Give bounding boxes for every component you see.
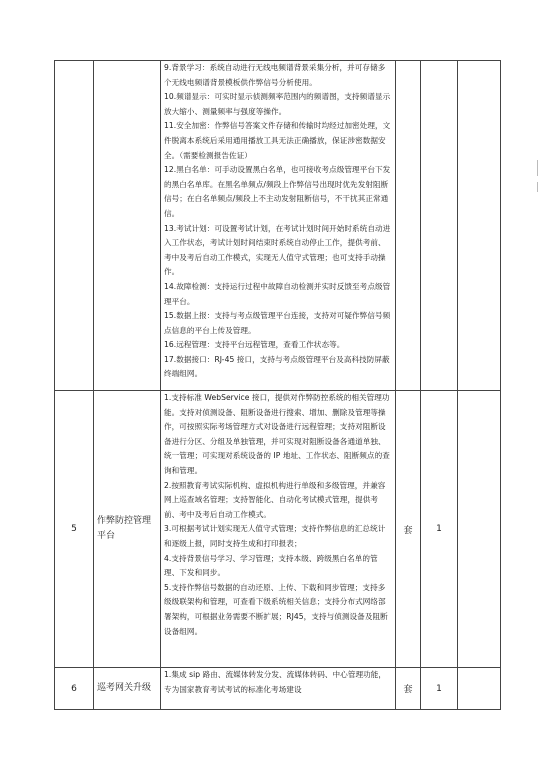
unit-cell: 套 [396,391,421,668]
spec-cell [161,391,396,668]
table-row [55,668,501,710]
remark-cell [458,668,501,710]
spec-line: 5.支持作弊信号数据的自动还原、上传、下载和同步管理；支持多级级联架构和管理，可查看下级系统相关信息；支持分布式网络部署架构，可根据业务需要不断扩展；RJ45，支持与侦测设备及阻断设备组网。 [164,582,388,636]
unit-cell [396,61,421,391]
item-number-cell [55,61,94,391]
spec-cell [161,61,396,391]
spec-line: 1.集成 sip 路由、流媒体转发分发、流媒体转码、中心管理功能，专为国家教育考试考试的标准化考场建设 [164,670,387,694]
scan-edge-mark [537,182,538,192]
item-number-cell: 6 [55,668,94,710]
spec-line: 9.背景学习：系统自动进行无线电频谱背景采集分析，并可存储多个无线电频谱背景模板供作弊信号分析使用。 [164,63,386,87]
remark-cell [458,61,501,391]
table-row [55,61,501,391]
remark-cell [458,391,501,668]
unit-cell: 套 [396,668,421,710]
item-number-cell: 5 [55,391,94,668]
spec-cell [161,668,396,710]
spec-line: 11.安全加密：作弊信号答案文件存储和传输时均经过加密处理，文件脱离本系统后采用通用播放工具无法正确播放，保证涉密数据安全。（需要检测报告佐证） [164,121,391,160]
spec-line: 4.支持背景信号学习、学习管理；支持本级、跨级黑白名单的管理、下发和同步。 [164,553,378,578]
quantity-cell [421,61,458,391]
quantity-cell: 1 [421,668,458,710]
table-row [55,391,501,668]
spec-line: 13.考试计划：可设置考试计划，在考试计划时间开始时系统自动进入工作状态，考试计划时间结束时系统自动停止工作，提供考前、考中及考后自动工作模式，实现无人值守式管理；也可支持手动操作。 [164,223,391,277]
spec-line: 3.可根据考试计划实现无人值守式管理；支持作弊信息的汇总统计和逐级上报，同时支持生成和打印报表； [164,524,386,548]
spec-line: 12.黑白名单：可手动设置黑白名单，也可接收考点级管理平台下发的黑白名单库。在黑名单频点/频段上作弊信号出现时优先发射阻断信号；在白名单频点/频段上不主动发射阻断信号，不干扰其正常通信。 [164,165,391,218]
item-name-cell [94,61,161,391]
spec-line: 2.按照教育考试实际机构、虚拟机构进行单级和多级管理，并兼容网上巡查域名管理；支持智能化、自动化考试模式管理，提供考前、考中及考后自动工作模式。 [164,480,386,519]
scan-edge-mark [537,160,538,176]
spec-line: 15.数据上报：支持与考点级管理平台连接，支持对可疑作弊信号频点信息的平台上传及管理。 [164,311,391,335]
quantity-cell: 1 [421,391,458,668]
spec-line: 16.远程管理：支持平台远程管理，查看工作状态等。 [164,340,345,350]
item-name-cell: 巡考网关升级 [94,668,161,710]
spec-line: 1.支持标准 WebService 接口，提供对作弊防控系统的相关管理功能。支持对侦测设备、阻断设备进行搜索、增加、删除及管理等操作，可按照实际考场管理方式对设备进行远程管理；支持对阻断设备进行分区、分组及单独管理，并可实现对阻断设备各通道单独、统一管理；可实现对系统设备的 IP 地址、工作状态、阻断频点的查询和管理。 [164,393,390,475]
item-name-cell: 作弊防控管理平台 [94,391,161,668]
spec-line: 10.频谱显示：可实时显示侦测频率范围内的频谱图，支持频谱显示放大缩小、测量频率与强度等操作。 [164,92,391,116]
spec-line: 14.故障检测：支持运行过程中故障自动检测并实时反馈至考点级管理平台。 [164,281,391,306]
equipment-spec-table [54,60,501,710]
spec-line: 17.数据接口：RJ-45 接口，支持与考点级管理平台及高科技防屏蔽终端组网。 [164,354,390,379]
